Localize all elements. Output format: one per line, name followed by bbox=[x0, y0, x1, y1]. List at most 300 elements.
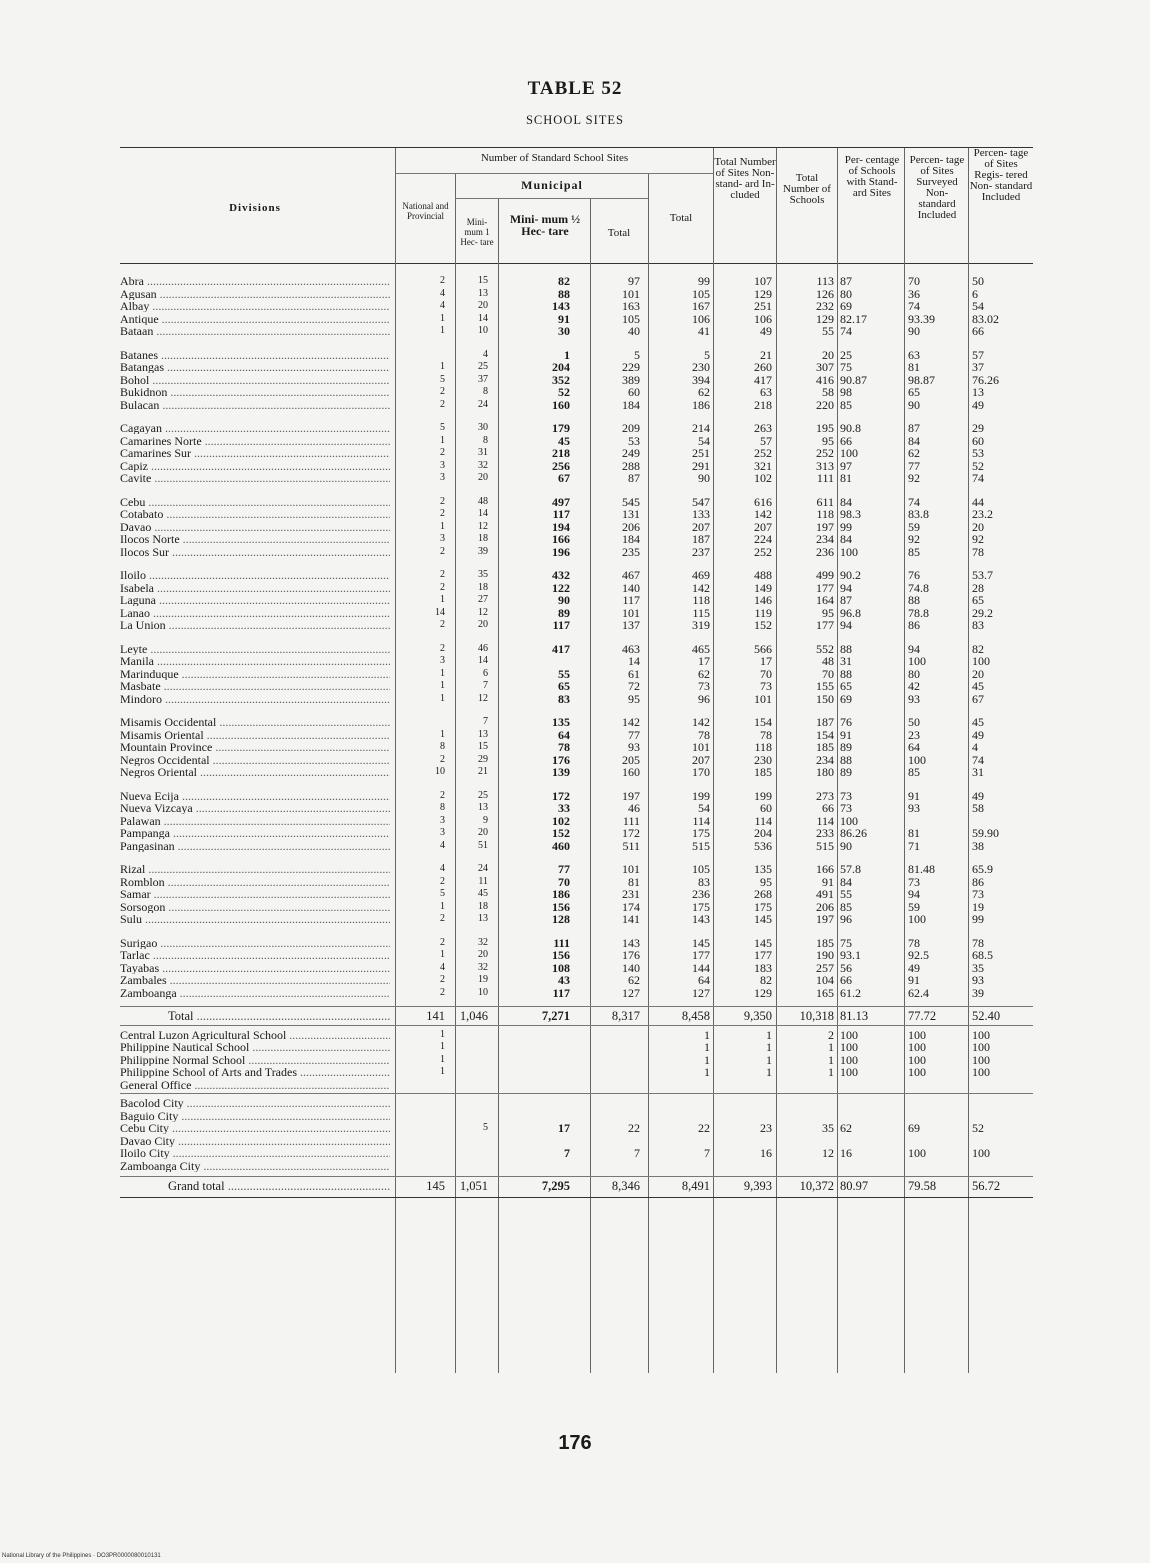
header-bottom-rule bbox=[120, 263, 1033, 264]
table-row bbox=[120, 668, 1033, 680]
cell-value: 1 bbox=[766, 1040, 772, 1054]
cell-value: 101 bbox=[622, 605, 640, 620]
cell-value: 13 bbox=[478, 913, 488, 924]
division-name: Iloilo ..... bbox=[120, 569, 390, 581]
cell-value: 83.02 bbox=[972, 311, 999, 326]
cell-value: 214 bbox=[692, 421, 710, 435]
table-row bbox=[120, 313, 1033, 325]
cell-value: 86 bbox=[972, 874, 984, 889]
division-name: Sulu ..... bbox=[120, 913, 390, 925]
cell-value: 545 bbox=[622, 494, 640, 509]
cell-value: 29 bbox=[478, 753, 488, 765]
cell-value: 49 bbox=[760, 324, 772, 338]
cell-value: 146 bbox=[754, 593, 772, 607]
cell-value: 52.40 bbox=[972, 1009, 1001, 1023]
cell-value: 2 bbox=[440, 789, 445, 801]
cell-value: 491 bbox=[816, 887, 834, 901]
cell-value: 4 bbox=[440, 287, 445, 299]
cell-value: 465 bbox=[692, 641, 710, 656]
cell-value: 80 bbox=[840, 286, 852, 301]
cell-value: 17 bbox=[760, 654, 772, 668]
cell-value: 2 bbox=[440, 275, 445, 286]
cell-value: 85 bbox=[840, 397, 852, 412]
cell-value: 49 bbox=[972, 788, 984, 803]
cell-value: 111 bbox=[622, 813, 640, 828]
cell-value: 1 bbox=[704, 1027, 710, 1042]
cell-value: 252 bbox=[816, 446, 834, 460]
cell-value: 45 bbox=[478, 888, 488, 899]
cell-value: 92 bbox=[972, 532, 984, 546]
table-row bbox=[120, 901, 1033, 913]
cell-value: 4 bbox=[483, 348, 488, 360]
cell-value: 63 bbox=[760, 385, 772, 399]
cell-value: 74 bbox=[908, 494, 920, 509]
cell-value: 106 bbox=[754, 311, 772, 326]
cell-value: 135 bbox=[552, 715, 570, 729]
cell-value: 94 bbox=[840, 618, 852, 632]
cell-value: 107 bbox=[754, 274, 772, 288]
division-name: Lanao ..... bbox=[120, 607, 390, 619]
cell-value: 236 bbox=[816, 544, 834, 559]
cell-value: 84 bbox=[908, 433, 920, 448]
cell-value: 66 bbox=[822, 801, 834, 815]
cell-value: 86.26 bbox=[840, 826, 867, 840]
cell-value: 66 bbox=[840, 433, 852, 448]
cell-value: 174 bbox=[622, 899, 640, 914]
cell-value: 20 bbox=[478, 300, 488, 311]
division-name: Total ..... bbox=[120, 1010, 390, 1022]
cell-value: 53.7 bbox=[972, 568, 993, 582]
cell-value: 204 bbox=[754, 826, 772, 840]
cell-value: 99 bbox=[972, 912, 984, 926]
cell-value: 62 bbox=[840, 1121, 852, 1135]
cell-value: 88 bbox=[840, 641, 852, 656]
cell-value: 185 bbox=[816, 740, 834, 754]
table-row bbox=[120, 802, 1033, 814]
cell-value: 11 bbox=[478, 875, 488, 887]
cell-value: 92 bbox=[908, 532, 920, 546]
cell-value: 49 bbox=[972, 727, 984, 742]
cell-value: 90.87 bbox=[840, 372, 867, 387]
cell-value: 197 bbox=[816, 912, 834, 926]
division-name: Laguna ..... bbox=[120, 594, 390, 606]
cell-value: 60 bbox=[628, 385, 640, 399]
division-name: Bulacan ..... bbox=[120, 399, 390, 411]
cell-value: 82 bbox=[558, 274, 570, 288]
table-row bbox=[120, 949, 1033, 961]
division-name: Albay ..... bbox=[120, 300, 390, 312]
cell-value: 152 bbox=[552, 826, 570, 840]
division-name: Zambales ..... bbox=[120, 974, 390, 986]
cell-value: 8 bbox=[440, 802, 445, 813]
cell-value: 8,346 bbox=[611, 1179, 640, 1193]
cell-value: 204 bbox=[552, 360, 570, 374]
cell-value: 114 bbox=[692, 813, 710, 828]
table-row bbox=[120, 1079, 1033, 1091]
cell-value: 175 bbox=[754, 899, 772, 914]
header-minimum-half-hectare: Mini- mum ½ Hec- tare bbox=[509, 212, 581, 238]
cell-value: 186 bbox=[552, 887, 570, 901]
cell-value: 97 bbox=[840, 458, 852, 473]
cell-value: 95 bbox=[822, 605, 834, 620]
cell-value: 73 bbox=[840, 788, 852, 803]
cell-value: 77.72 bbox=[908, 1009, 937, 1023]
cell-value: 1 bbox=[440, 692, 445, 704]
cell-value: 180 bbox=[816, 765, 834, 779]
cell-value: 76 bbox=[908, 568, 920, 582]
cell-value: 65.9 bbox=[972, 862, 993, 876]
cell-value: 99 bbox=[698, 274, 710, 288]
cell-value: 95 bbox=[628, 691, 640, 706]
cell-value: 77 bbox=[908, 458, 920, 473]
cell-value: 52 bbox=[972, 1121, 984, 1135]
division-name: Baguio City ..... bbox=[120, 1110, 390, 1122]
cell-value: 105 bbox=[692, 286, 710, 301]
cell-value: 143 bbox=[692, 912, 710, 926]
cell-value: 100 bbox=[840, 1052, 858, 1067]
cell-value: 56 bbox=[840, 960, 852, 975]
cell-value: 25 bbox=[840, 347, 852, 362]
cell-value: 39 bbox=[972, 985, 984, 1000]
cell-value: 467 bbox=[622, 568, 640, 582]
division-name: Iloilo City ..... bbox=[120, 1147, 390, 1159]
cell-value: 74 bbox=[908, 299, 920, 313]
cell-value: 80 bbox=[908, 666, 920, 681]
cell-value: 100 bbox=[972, 1040, 990, 1054]
cell-value: 73 bbox=[760, 679, 772, 693]
cell-value: 19 bbox=[972, 899, 984, 914]
table-row bbox=[120, 300, 1033, 312]
cell-value: 5 bbox=[483, 1122, 488, 1133]
cell-value: 60 bbox=[972, 433, 984, 448]
cell-value: 1 bbox=[440, 361, 445, 372]
cell-value: 73 bbox=[972, 887, 984, 901]
cell-value: 15 bbox=[478, 741, 488, 752]
cell-value: 45 bbox=[972, 679, 984, 693]
cell-value: 207 bbox=[692, 519, 710, 534]
division-name: Camarines Sur ..... bbox=[120, 447, 390, 459]
cell-value: 10 bbox=[435, 766, 445, 777]
division-name: Surigao ..... bbox=[120, 937, 390, 949]
cell-value: 114 bbox=[754, 813, 772, 828]
cell-value: 515 bbox=[692, 838, 710, 853]
cell-value: 249 bbox=[622, 446, 640, 460]
division-name: Masbate ..... bbox=[120, 680, 390, 692]
division-name: Batangas ..... bbox=[120, 361, 390, 373]
cell-value: 93 bbox=[908, 801, 920, 815]
table-row bbox=[120, 888, 1033, 900]
cell-value: 100 bbox=[972, 1052, 990, 1067]
cell-value: 35 bbox=[478, 569, 488, 580]
cell-value: 7 bbox=[483, 680, 488, 691]
table-row bbox=[120, 447, 1033, 459]
cell-value: 1 bbox=[440, 680, 445, 691]
table-row bbox=[120, 472, 1033, 484]
cell-value: 195 bbox=[816, 421, 834, 435]
bottom-rule bbox=[120, 1197, 1033, 1198]
cell-value: 321 bbox=[754, 458, 772, 473]
cell-value: 66 bbox=[840, 973, 852, 987]
cell-value: 2 bbox=[440, 495, 445, 507]
cell-value: 2 bbox=[440, 642, 445, 654]
cell-value: 31 bbox=[972, 765, 984, 779]
cell-value: 83 bbox=[698, 874, 710, 889]
cell-value: 106 bbox=[692, 311, 710, 326]
cell-value: 101 bbox=[692, 740, 710, 754]
cell-value: 101 bbox=[622, 862, 640, 876]
header-national-provincial: National and Provincial bbox=[402, 201, 449, 221]
cell-value: 141 bbox=[622, 912, 640, 926]
cell-value: 1 bbox=[766, 1065, 772, 1079]
cell-value: 75 bbox=[840, 935, 852, 950]
table-row bbox=[120, 460, 1033, 472]
division-name: Cebu City ..... bbox=[120, 1122, 390, 1134]
cell-value: 156 bbox=[552, 899, 570, 914]
cell-value: 31 bbox=[478, 447, 488, 458]
cell-value: 4 bbox=[440, 300, 445, 311]
cell-value: 177 bbox=[754, 948, 772, 962]
cell-value: 96 bbox=[840, 912, 852, 926]
cell-value: 38 bbox=[972, 838, 984, 853]
cell-value: 81.13 bbox=[840, 1009, 869, 1023]
cell-value: 91 bbox=[822, 874, 834, 889]
table-row bbox=[120, 1066, 1033, 1078]
cell-value: 143 bbox=[622, 935, 640, 950]
cell-value: 5 bbox=[634, 347, 640, 362]
table-row bbox=[120, 937, 1033, 949]
cell-value: 8,317 bbox=[611, 1009, 640, 1023]
cell-value: 46 bbox=[628, 801, 640, 815]
cell-value: 237 bbox=[692, 544, 710, 559]
cell-value: 135 bbox=[754, 862, 772, 876]
cell-value: 52 bbox=[972, 458, 984, 473]
cell-value: 30 bbox=[558, 324, 570, 338]
cell-value: 185 bbox=[816, 935, 834, 950]
division-name: Davao City ..... bbox=[120, 1135, 390, 1147]
cell-value: 144 bbox=[692, 960, 710, 975]
cell-value: 175 bbox=[692, 899, 710, 914]
cell-value: 22 bbox=[628, 1121, 640, 1135]
cell-value: 85 bbox=[908, 765, 920, 779]
cell-value: 100 bbox=[840, 1027, 858, 1042]
cell-value: 3 bbox=[440, 533, 445, 544]
cell-value: 57 bbox=[972, 347, 984, 362]
cell-value: 44 bbox=[972, 494, 984, 509]
cell-value: 23 bbox=[908, 727, 920, 742]
cell-value: 20 bbox=[478, 472, 488, 483]
cell-value: 166 bbox=[552, 532, 570, 546]
table-row bbox=[120, 435, 1033, 447]
cell-value: 230 bbox=[692, 360, 710, 374]
division-name: Zamboanga City ..... bbox=[120, 1160, 390, 1172]
table-row bbox=[120, 913, 1033, 925]
cell-value: 92.5 bbox=[908, 948, 929, 962]
cell-value: 90.8 bbox=[840, 421, 861, 435]
cell-value: 117 bbox=[552, 507, 570, 521]
cell-value: 1 bbox=[440, 1041, 445, 1052]
cell-value: 89 bbox=[558, 605, 570, 620]
cell-value: 29 bbox=[972, 421, 984, 435]
cell-value: 100 bbox=[972, 1146, 990, 1160]
cell-value: 20 bbox=[822, 347, 834, 362]
page-number: 176 bbox=[558, 1432, 592, 1454]
cell-value: 184 bbox=[622, 397, 640, 412]
cell-value: 118 bbox=[754, 740, 772, 754]
division-name: General Office ..... bbox=[120, 1079, 390, 1091]
cell-value: 187 bbox=[692, 532, 710, 546]
cell-value: 131 bbox=[622, 507, 640, 521]
cell-value: 98.3 bbox=[840, 507, 861, 521]
cell-value: 16 bbox=[760, 1146, 772, 1160]
cell-value: 77 bbox=[628, 727, 640, 742]
cell-value: 55 bbox=[822, 324, 834, 338]
cell-value: 176 bbox=[622, 948, 640, 962]
cell-value: 94 bbox=[840, 580, 852, 595]
cell-value: 186 bbox=[692, 397, 710, 412]
cell-value: 100 bbox=[840, 544, 858, 559]
cell-value: 129 bbox=[754, 985, 772, 1000]
cell-value: 87 bbox=[840, 274, 852, 288]
division-name: Zamboanga ..... bbox=[120, 987, 390, 999]
cell-value: 8 bbox=[440, 741, 445, 752]
cell-value: 187 bbox=[816, 715, 834, 729]
cell-value: 20 bbox=[478, 827, 488, 838]
cell-value: 50 bbox=[908, 715, 920, 729]
cell-value: 76.26 bbox=[972, 372, 999, 387]
cell-value: 100 bbox=[972, 1027, 990, 1042]
cell-value: 105 bbox=[692, 862, 710, 876]
cell-value: 94 bbox=[908, 641, 920, 656]
table-row bbox=[120, 1147, 1033, 1159]
division-name: Sorsogon ..... bbox=[120, 901, 390, 913]
cell-value: 92 bbox=[908, 471, 920, 485]
table-row bbox=[120, 521, 1033, 533]
header-divisions: Divisions bbox=[229, 202, 281, 214]
cell-value: 91 bbox=[908, 973, 920, 987]
cell-value: 2 bbox=[440, 619, 445, 630]
cell-value: 65 bbox=[558, 679, 570, 693]
cell-value: 8 bbox=[483, 386, 488, 397]
grand-total-row bbox=[120, 1180, 1033, 1192]
cell-value: 43 bbox=[558, 973, 570, 987]
cell-value: 57 bbox=[760, 433, 772, 448]
cell-value: 80.97 bbox=[840, 1179, 869, 1193]
section-rule bbox=[120, 1093, 1033, 1094]
cell-value: 176 bbox=[552, 752, 570, 767]
cell-value: 127 bbox=[692, 985, 710, 1000]
cell-value: 93 bbox=[628, 740, 640, 754]
cell-value: 42 bbox=[908, 679, 920, 693]
cell-value: 206 bbox=[816, 899, 834, 914]
division-name: Leyte ..... bbox=[120, 643, 390, 655]
cell-value: 91 bbox=[558, 311, 570, 326]
header-rule bbox=[395, 173, 713, 174]
cell-value: 611 bbox=[816, 494, 834, 509]
cell-value: 78 bbox=[972, 935, 984, 950]
cell-value: 31 bbox=[840, 654, 852, 668]
cell-value: 9,350 bbox=[743, 1009, 772, 1023]
cell-value: 18 bbox=[478, 581, 488, 593]
cell-value: 35 bbox=[822, 1121, 834, 1135]
cell-value: 417 bbox=[754, 372, 772, 387]
cell-value: 232 bbox=[816, 299, 834, 313]
division-name: Bataan ..... bbox=[120, 325, 390, 337]
cell-value: 8 bbox=[483, 434, 488, 446]
cell-value: 257 bbox=[816, 960, 834, 975]
cell-value: 68.5 bbox=[972, 948, 993, 962]
cell-value: 2 bbox=[440, 545, 445, 557]
cell-value: 7,295 bbox=[541, 1179, 570, 1193]
division-name: Pampanga ..... bbox=[120, 827, 390, 839]
table-row bbox=[120, 422, 1033, 434]
cell-value: 64 bbox=[908, 740, 920, 754]
table-row bbox=[120, 496, 1033, 508]
cell-value: 23 bbox=[760, 1121, 772, 1135]
division-name: Central Luzon Agricultural School ..... bbox=[120, 1029, 390, 1041]
table-row bbox=[120, 386, 1033, 398]
cell-value: 142 bbox=[622, 715, 640, 729]
cell-value: 139 bbox=[552, 765, 570, 779]
cell-value: 28 bbox=[972, 580, 984, 595]
table-row bbox=[120, 1110, 1033, 1122]
cell-value: 547 bbox=[692, 494, 710, 509]
table-row bbox=[120, 716, 1033, 728]
cell-value: 154 bbox=[754, 715, 772, 729]
cell-value: 6 bbox=[972, 286, 978, 301]
cell-value: 3 bbox=[440, 827, 445, 838]
cell-value: 40 bbox=[628, 324, 640, 338]
cell-value: 67 bbox=[558, 471, 570, 485]
cell-value: 2 bbox=[440, 753, 445, 765]
cell-value: 13 bbox=[478, 802, 488, 813]
cell-value: 33 bbox=[558, 801, 570, 815]
cell-value: 196 bbox=[552, 544, 570, 559]
cell-value: 10,372 bbox=[799, 1179, 834, 1193]
division-name: Tayabas ..... bbox=[120, 962, 390, 974]
cell-value: 88 bbox=[840, 752, 852, 767]
cell-value: 57.8 bbox=[840, 862, 861, 876]
cell-value: 1 bbox=[704, 1052, 710, 1067]
division-name: Rizal ..... bbox=[120, 863, 390, 875]
cell-value: 62 bbox=[628, 973, 640, 987]
division-name: La Union ..... bbox=[120, 619, 390, 631]
cell-value: 70 bbox=[558, 874, 570, 889]
cell-value: 71 bbox=[908, 838, 920, 853]
cell-value: 8,458 bbox=[681, 1009, 710, 1023]
cell-value: 6 bbox=[483, 667, 488, 679]
cell-value: 172 bbox=[552, 788, 570, 803]
cell-value: 20 bbox=[972, 666, 984, 681]
cell-value: 90 bbox=[840, 838, 852, 853]
cell-value: 179 bbox=[552, 421, 570, 435]
cell-value: 90 bbox=[698, 471, 710, 485]
table-row bbox=[120, 962, 1033, 974]
table-row bbox=[120, 325, 1033, 337]
table-row bbox=[120, 508, 1033, 520]
division-name: Pangasinan ..... bbox=[120, 840, 390, 852]
cell-value: 20 bbox=[478, 949, 488, 960]
cell-value: 220 bbox=[816, 397, 834, 412]
cell-value: 32 bbox=[478, 961, 488, 973]
cell-value: 63 bbox=[908, 347, 920, 362]
cell-value: 145 bbox=[426, 1179, 445, 1193]
cell-value: 307 bbox=[816, 360, 834, 374]
division-name: Batanes ..... bbox=[120, 349, 390, 361]
cell-value: 183 bbox=[754, 960, 772, 975]
header-total-nonstandard: Total Number of Sites Non- stand- ard In- cluded bbox=[714, 156, 776, 201]
division-name: Bukidnon ..... bbox=[120, 386, 390, 398]
cell-value: 13 bbox=[478, 728, 488, 740]
